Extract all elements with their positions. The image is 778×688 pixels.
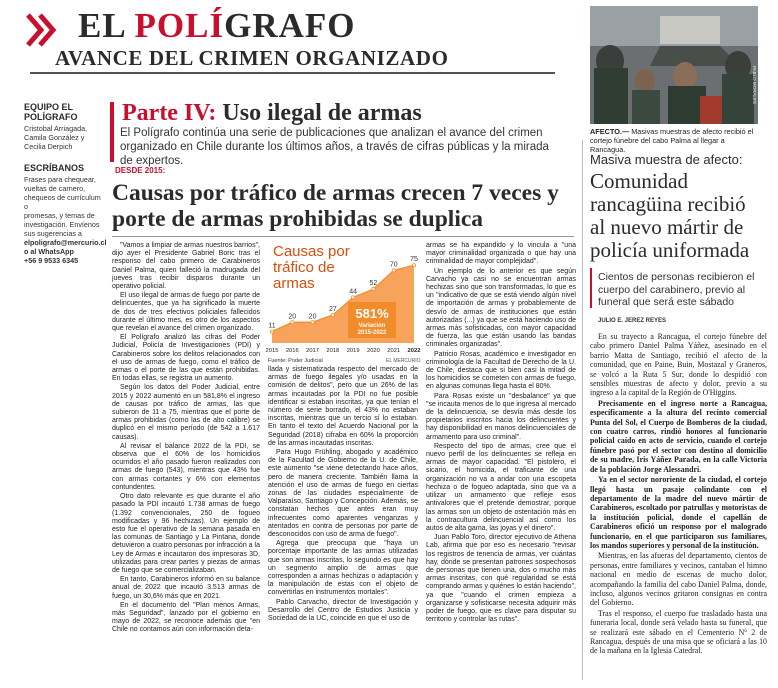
paragraph: Mientras, en las afueras del departamento, cientos de personas, entre familiares y vecinos, cantaban el himno nacional en medio de escenas de mucho dolor, acompañando la familia del cabo Daniel Palma, donde, incluso, algunos vecinos gritaron consignas en contra del Gobierno. [590, 551, 767, 608]
chart-x-tick-label: 2017 [306, 348, 320, 354]
chart-data-label: 20 [308, 313, 317, 321]
write-line: promesas, y temas de [24, 211, 95, 220]
photo-caption [590, 127, 758, 154]
write-line: investigación. Envíenos [24, 220, 100, 229]
paragraph: "Vamos a limpiar de armas nuestros barrios", dijo ayer el Presidente Gabriel Boric tras el responso del cabo primero de Carabineros Daniel Palma, quien falleció la madrugada del jueves tras recibir disparos durante un operativo policial. [112, 242, 260, 291]
chart-data-label: 27 [328, 305, 337, 313]
team-member: Cecilia Derpich [24, 142, 73, 151]
side-kicker: Masiva muestra de afecto: [590, 152, 743, 167]
paragraph: Respecto del tipo de armas, cree que el nuevo perfil de los delincuentes se refleja en armas de mayor capacidad. "El pistolero, el sicario, el homicida, el traficante de una organización no va a andar con una escopeta hechiza o de fogueo adaptada, sino que va a utilizar un armamento que refleje esos antivalores que el pretende demostrar, porque las armas son un objeto de ostentación más en la contracultura delincuencial así como los autos de alta gama, las joyas y el dinero". [426, 442, 576, 532]
chart-point [412, 264, 415, 267]
caption-text: Masivas muestras de afecto recibió el cortejo fúnebre del cabo Palma al llegar a Rancagua. [590, 127, 754, 154]
masthead-suffix: GRAFO [224, 6, 356, 45]
chart-x-tick-label: 2019 [346, 348, 360, 354]
side-byline: JULIO E. JEREZ REYES [598, 318, 667, 324]
chart-point [331, 313, 334, 316]
chart-point [311, 321, 314, 324]
paragraph: Un ejemplo de lo anterior es que según Carvacho ya casi no se encuentran armas hechizas sino que son transformadas, lo que es un "indicativo de que se está viendo algún nivel de importación de armas y probablemente de desvío de armas de instituciones que están autorizadas (...) ya que se está haciendo uso de armas más sofisticadas, con mayor capacidad de fuerza, las que están usando las bandas criminales organizadas". [426, 267, 576, 349]
chart-data-label: 75 [410, 256, 418, 264]
chart-point [372, 287, 375, 290]
team-member: Cristobal Arriagada, [24, 124, 88, 133]
photo-illustration [590, 6, 758, 124]
chart-annotation-label: Variación [358, 323, 386, 329]
chart-x-tick-label: 2022 [407, 348, 421, 354]
paragraph: El uso ilegal de armas de fuego por parte de delincuentes, que ya ha significado la muerte de dos de tres efectivos policiales fallecidos durante el último mes, es otro de los aspectos que revelan el avance del crimen organizado. [112, 292, 260, 333]
masthead-prefix: EL [78, 6, 135, 45]
write-line: Frases para chequear, [24, 175, 96, 184]
paragraph: En el documento del "Plan menos Armas, más Seguridad", lanzado por el gobierno en mayo de 2022, se reconoce además que "en Chile no contamos aún con información deta- [112, 601, 260, 634]
chart-point [392, 269, 395, 272]
chart-data-label: 20 [288, 313, 297, 321]
side-deck: Cientos de personas recibieron el cuerpo del carabinero, previo al funeral que será este sábado [598, 271, 755, 308]
part-name: Uso ilegal de armas [216, 100, 422, 126]
part-accent-bar [110, 102, 114, 162]
write-heading: ESCRÍBANOS [24, 163, 85, 173]
write-line: sus sugerencias a [24, 229, 82, 238]
paragraph: Al revisar el balance 2022 de la PDI, se observa que el 60% de los homicidios ocurridos el año pasado fueron realizados con armas de fuego (543), mientras que 43% fue con armas cortantes y 6% con elementos contundentes. [112, 442, 260, 491]
sidebar [24, 102, 107, 265]
paragraph: Según los datos del Poder Judicial, entre 2015 y 2022 aumentó en un 581,8% el ingreso de causas por tráfico de armas, las que subieron de 11 a 75, mientras que el porte de armas prohibidas (como las de alto calibre) se duplicó en el mismo período (de 542 a 1.617 causas). [112, 384, 260, 441]
chart-annotation-value: 581% [355, 306, 389, 321]
article-column-1 [112, 242, 260, 636]
masthead-subtitle: AVANCE DEL CRIMEN ORGANIZADO [55, 46, 449, 70]
paragraph: Tras el responso, el cuerpo fue trasladado hasta una funeraria local, donde será velado hasta su funeral, que se realizará este sábado en el Cementerio Nº 2 de Rancagua, después de una misa que se oficiará a las 10 de la mañana en la Iglesia Catedral. [590, 608, 767, 656]
chart-data-label: 52 [369, 280, 378, 288]
chart-x-tick-label: 2020 [366, 348, 380, 354]
chart-data-label: 70 [389, 261, 398, 269]
chart-x-tick-label: 2018 [326, 348, 340, 354]
article-headline: Causas por tráfico de armas crecen 7 veces y porte de armas prohibidas se duplica [112, 180, 559, 232]
side-headline: Comunidad rancagüina recibió al nuevo mártir de policía uniformada [590, 169, 750, 262]
paragraph: Para Rosas existe un "desbalance" ya que "se incauta menos de lo que ingresa al mercado de la delincuencia, se desvía más desde los propietarios inscritos hacia los delincuentes y hay disponibilidad en manos delincuenciales de armamento para uso criminal". [426, 392, 576, 441]
article-column-3 [426, 242, 576, 625]
paragraph: Agrega que preocupa que "haya un porcentaje importante de las armas utilizadas que son armas inscritas, lo segundo es que hay un segmento amplio de armas que corresponden a armas hechizas o adaptación y la manipulación de estas con el objeto de convertirlas en instrumentos mortales". [268, 540, 418, 597]
paragraph: Precisamente en el ingreso norte a Rancagua, específicamente a la altura del recinto comercial Punta del Sol, el Cuerpo de Bomberos de la ciudad, con cuatro carros, rindió honores al funcionario policial caído en acto de servicio, cuando el cortejo fúnebre pasó por el sector con destino al domicilio de su madre, Iris Yáñez Parada, en la calle Victoria de la población Jorge Alessandri. [590, 398, 767, 474]
masthead-title [78, 6, 355, 46]
paragraph: Pablo Carvacho, director de Investigación y Desarrollo del Centro de Estudios Justicia y Sociedad de la UC, coincide en que el uso de [268, 598, 418, 623]
photo-credit: PABLO MORALES [752, 66, 757, 104]
paragraph: El Polígrafo analizó las cifras del Poder Judicial, Policía de Investigaciones (PDI) y Carabineros sobre los delitos relacionados con el uso de armas de fuego, como el tráfico de armas o el porte de las que están prohibidas. En todas ellas, se registra un aumento. [112, 334, 260, 383]
paragraph: En tanto, Carabineros informó en su balance anual de 2022 que incautó 3.513 armas de fuego, un 30,6% más que en 2021. [112, 576, 260, 600]
part-title [122, 100, 422, 127]
chevron-right-icon [24, 12, 58, 48]
phone-number: +56 9 9533 6345 [24, 256, 79, 265]
chart-annotation-range: 2015-2022 [357, 330, 387, 336]
chart-credit: EL MERCURIO [386, 358, 421, 364]
paragraph: Para Hugo Frühling, abogado y académico de la Facultad de Gobierno de la U. de Chile, este aumento "se viene detectando hace años, pero de manera creciente. También llama la atención el uso de armas de fuego en ciertas zonas de las ciudades especialmente de Valparaíso, Santiago y Concepción. Además, se constatan hechos que antes eran muy infrecuentes como aparentes venganzas y atentados en contra de personas por parte de desconocidos con uso de arma de fuego". [268, 449, 418, 539]
chart-source: Fuente: Poder Judicial [268, 358, 323, 364]
side-body [590, 332, 767, 657]
whatsapp-label: o al WhatsApp [24, 247, 74, 256]
chart-title: Causas por tráfico de armas [273, 243, 350, 292]
part-intro: El Polígrafo continúa una serie de publicaciones que analizan el avance del crimen organizado en Chile durante los últimos años, a través de cifras públicas y la mirada de expertos. [120, 127, 549, 167]
chart-point [270, 330, 273, 333]
deck-accent-bar [590, 268, 592, 308]
chart-data-label: 11 [268, 322, 276, 330]
column-divider [582, 140, 583, 680]
chart-data-label: 44 [349, 288, 358, 296]
part-number: Parte IV: [122, 100, 217, 126]
email-link[interactable]: elpoligrafo@mercurio.cl [24, 238, 107, 247]
write-line: chequeos de currículum o [24, 193, 101, 211]
chart-x-tick-label: 2021 [387, 348, 401, 354]
paragraph: armas se ha expandido y lo vincula a "una mayor criminalidad organizada o que hay una criminalidad de mayor complejidad". [426, 242, 576, 266]
chart-x-tick-label: 2016 [285, 348, 299, 354]
team-member: Camila González y [24, 133, 85, 142]
paragraph: Otro dato relevante es que durante el año pasado la PDI incautó 1.738 armas de fuego (1.392 convencionales, 250 de fogueo modificadas y 96 hechizas). Un ejemplo de esto fue el operativo de la semana pasada en las comunas de Santiago y La Pintana, donde detuvieron a cuatro personas por infracción a la Ley de Armas e incautaron dos impresoras 3D, utilizadas para crear partes y piezas de armas de fuego que se comercializaban. [112, 493, 260, 574]
paragraph: llada y sistematizada respecto del mercado de armas de fuego ilegales y/o usadas en la comisión de delitos", pero que un 26% de las armas incautadas por la PDI no fue posible identificar si estaban inscritas, ya que tenían el número de serie borrado, el 43% no estaban inscritas, mientras que un tercio sí lo estaban. En tanto el texto del Acuerdo Nacional por la Seguridad (2018) cifraba en 60% la proporción de las armas incautadas inscritas. [268, 366, 418, 447]
funeral-photo [590, 6, 758, 124]
write-text [24, 175, 107, 265]
chart-x-tick-label: 2015 [265, 348, 279, 354]
article-column-2 [268, 366, 418, 624]
article-kicker: DESDE 2015: [115, 166, 166, 175]
masthead-accent: POLÍ [134, 6, 225, 45]
chart-point [291, 321, 294, 324]
caption-label: AFECTO.— [590, 127, 630, 136]
paragraph: Juan Pablo Toro, director ejecutivo de Athena Lab, afirma que por eso es necesario "revisar los registros de tenencia de armas, ver cuántas hay, dónde se presentan patrones sospechosos de personas que tienen una, dos o mucho más armas inscritas, con qué regularidad se está comprando armas y quiénes lo están haciendo", ya que "cuando el crimen empieza a organizarse y sofisticarse necesita adquirir más poder de fuego, que es clave para disputar su territorio y controlar las rutas". [426, 534, 576, 624]
paragraph: Patricio Rosas, académico e investigador en criminología de la Facultad de Derecho de la U. de Chile, destaca que si bien casi la mitad de los homicidios se cometen con armas de fuego, en algunas comunas llega hasta el 80%. [426, 350, 576, 391]
team-members [24, 124, 102, 151]
chart-point [352, 296, 355, 299]
masthead-rule [30, 72, 555, 74]
paragraph: En su trayecto a Rancagua, el cortejo fúnebre del cabo primero Daniel Palma Yáñez, asesinado en el barrio Matta de Santiago, recibió el afecto de la comunidad, que en Paine, Buin, Mostazal y Graneros, se volcó a la Ruta 5 Sur, donde lo despidió con sensibles muestras de afecto y dolor, previo a su ingreso a la capital de la Región de O'Higgins. [590, 332, 767, 398]
write-line: vueltas de carnero, [24, 184, 86, 193]
paragraph: Ya en el sector nororiente de la ciudad, el cortejo llegó hasta un pasaje colindante con el departamento de la madre del nuevo mártir de Carabineros, escoltado por patrullas y motoristas de la institución policial, donde el capellán de Carabineros ofició un responso por el malogrado funcionario, en el que participaron sus familiares, los mandos superiores y personal de la institución. [590, 475, 767, 550]
headline-rule [112, 236, 574, 237]
team-heading: EQUIPO EL POLÍGRAFO [24, 102, 78, 122]
